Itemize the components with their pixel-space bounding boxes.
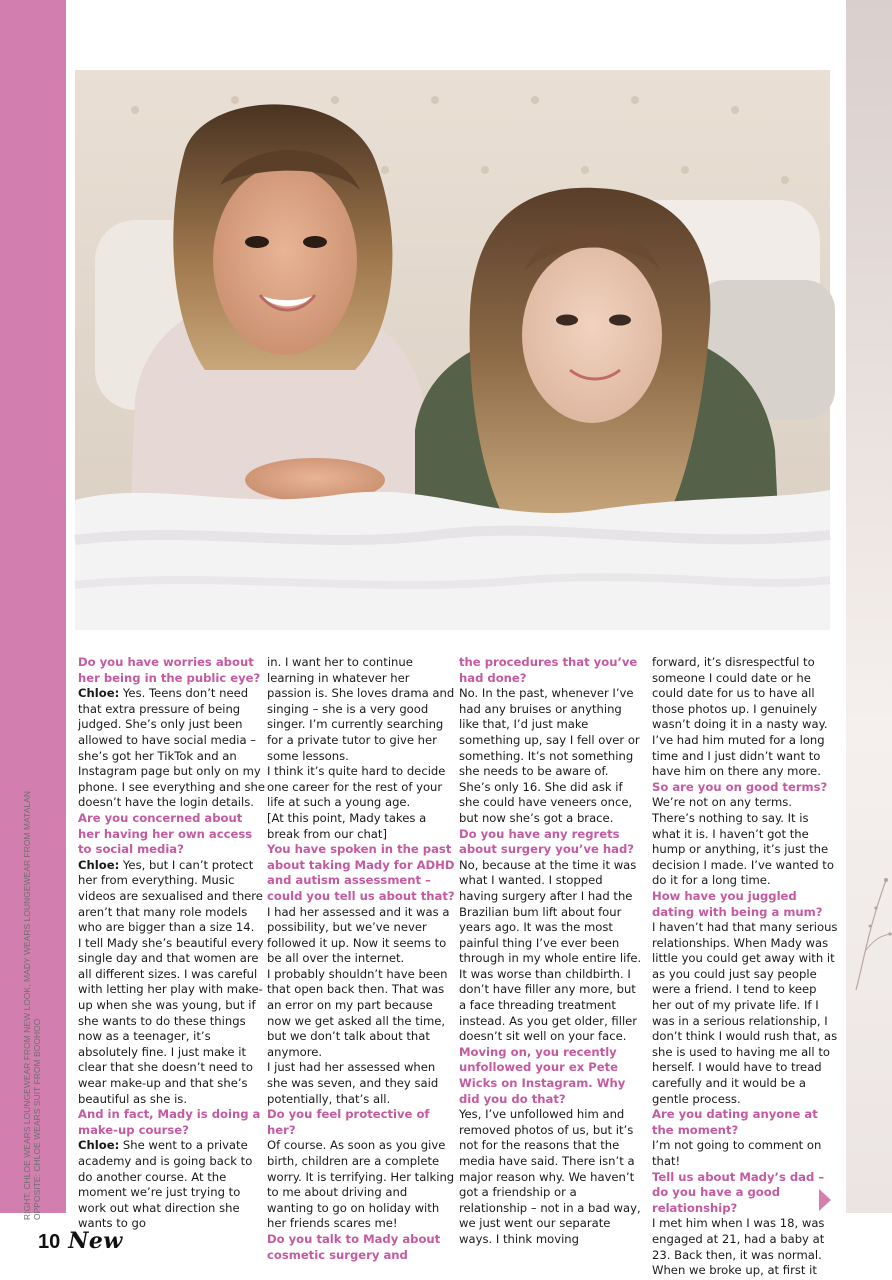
interview-answer [267, 905, 455, 967]
interview-answer [652, 1216, 838, 1278]
interview-question: You have spoken in the past about taking Mady for ADHD and autism assessment – could you tell us about that? [267, 842, 455, 903]
interview-question: Are you dating anyone at the moment? [652, 1107, 818, 1137]
interview-question: Do you feel protective of her? [267, 1107, 430, 1137]
interview-answer [78, 858, 266, 936]
answer-text: I probably shouldn’t have been that open back then. That was an error on my part because now we get asked all the time, but we don’t talk about that anymore. [267, 966, 448, 1059]
answer-text: She went to a private academy and is going back to do another course. At the moment we’re just trying to work out what direction she wants to go [78, 1138, 253, 1231]
interview-question: How have you juggled dating with being a mum? [652, 888, 823, 919]
answer-text: Yes, but I can’t protect her from everything. Music videos are sexualised and there aren’t that many role models who are bigger than a size 14. [78, 857, 263, 935]
interview-question: Moving on, you recently unfollowed your ex Pete Wicks on Instagram. Why did you do that? [459, 1044, 626, 1106]
interview-answer [652, 920, 838, 1107]
interview-question: Do you talk to Mady about cosmetic surgery and [267, 1231, 441, 1262]
interview-answer [78, 936, 266, 1108]
interview-answer [267, 1060, 455, 1107]
answer-text: No, because at the time it was what I wanted. I stopped having surgery after I had the Brazilian bum lift about four years ago. It was the most painful thing I’ve ever been through in my whole entire life. It was worse than childbirth. I don’t have filler any more, but a face threading treatment instead. As you get older, filler doesn’t sit well on your face. [459, 857, 642, 1044]
answer-text: Of course. As soon as you give birth, children are a complete worry. It is terrifying. Her talking to me about driving and wanting to go on holiday with her friends scares me! [267, 1138, 455, 1231]
interview-answer [267, 967, 455, 1061]
interview-question: Are you concerned about her having her own access to social media? [78, 810, 253, 857]
interview-answer [267, 655, 455, 764]
answer-text: in. I want her to continue learning in whatever her passion is. She loves drama and singing – she is a very good singer. I’m currently searching for a private tutor to give her some lessons. [267, 655, 455, 763]
answer-text: Yes, I’ve unfollowed him and removed photos of us, but it’s not for the reasons that the media have said. There isn’t a major reason why. We haven’t got a friendship or a relationship – not in a bad way, we just went our separate ways. I think moving [459, 1107, 641, 1246]
interview-question: the procedures that you’ve had done? [459, 655, 638, 685]
magazine-logo: New [68, 1228, 123, 1254]
speaker-name: Chloe: [78, 686, 120, 701]
answer-text: I tell Mady she’s beautiful every single day and that women are all different sizes. I was careful with letting her play with make-up when she was young, but if she wants to do these things now as a teenager, it’s absolutely fine. I just make it clear that she doesn’t need to wear make-up and that she’s beautiful as she is. [78, 935, 264, 1106]
interview-answer [459, 858, 643, 1045]
article-column-1 [78, 655, 266, 1231]
opposite-page-edge [846, 0, 892, 1213]
interview-answer [78, 686, 266, 811]
main-photo [75, 70, 830, 630]
interview-answer [652, 795, 838, 889]
interview-answer [652, 655, 838, 780]
page-number: 10 [38, 1231, 61, 1253]
answer-text: I haven’t had that many serious relationships. When Mady was little you could get away with it as you could just say people were a friend. I tend to keep her out of my private life. If I was in a serious relationship, I don’t think I would rush that, as she is used to having me all to herself. I would have to tread carefully and it would be a gentle process. [652, 920, 838, 1106]
credits-line-1: RIGHT: CHLOE WEARS LOUNGEWEAR FROM NEW LOOK, MADY WEARS LOUNGEWEAR FROM MATALAN [22, 790, 32, 1220]
answer-text: [At this point, Mady takes a break from our chat] [267, 810, 427, 841]
interview-question: Do you have worries about her being in the public eye? [78, 655, 261, 685]
answer-text: I just had her assessed when she was seven, and they said potentially, that’s all. [267, 1060, 439, 1106]
interview-answer [78, 1138, 266, 1232]
article-column-3 [459, 655, 643, 1246]
photo-credits [22, 790, 62, 1220]
answer-text: I met him when I was 18, was engaged at 21, had a baby at 23. Back then, it was normal. When we broke up, at first it [652, 1216, 825, 1278]
interview-question: Do you have any regrets about surgery you’ve had? [459, 826, 635, 857]
page-footer [38, 1228, 123, 1254]
interview-answer [652, 1138, 838, 1169]
answer-text: I think it’s quite hard to decide one career for the rest of your life at such a young age. [267, 764, 446, 810]
interview-answer [267, 764, 455, 811]
speaker-name: Chloe: [78, 857, 120, 872]
speaker-name: Chloe: [78, 1138, 120, 1153]
article-column-2 [267, 655, 455, 1262]
article-column-4 [652, 655, 838, 1278]
answer-text: forward, it’s disrespectful to someone I could date or he could date for us to have all those photos up. I genuinely wasn’t doing it in a nasty way. I’ve had him muted for a long time and I just didn’t want to have him on there any more. [652, 655, 828, 779]
photo-of-chloe-and-mady-icon [75, 70, 830, 630]
interview-answer [459, 1107, 643, 1247]
answer-text: Yes. Teens don’t need that extra pressure of being judged. She’s only just been allowed to have social media – she’s got her TikTok and an Instagram page but only on my phone. I see everything and she doesn’t have the login details. [78, 686, 266, 810]
interview-question: So are you on good terms? [652, 779, 828, 794]
continue-arrow-icon[interactable] [818, 1188, 832, 1212]
answer-text: I’m not going to comment on that! [652, 1138, 822, 1168]
interview-answer [267, 811, 455, 842]
answer-text: No. In the past, whenever I’ve had any bruises or anything like that, I’d just make something up, say I fell over or something. It’s not something she needs to be aware of. She’s only 16. She did ask if she could have veneers once, but now she’s got a brace. [459, 686, 640, 825]
interview-question: Tell us about Mady’s dad – do you have a good relationship? [652, 1169, 825, 1215]
twig-decoration-icon [846, 860, 892, 1000]
interview-answer [267, 1138, 455, 1232]
answer-text: I had her assessed and it was a possibility, but we’ve never followed it up. Now it seems to be all over the internet. [267, 904, 450, 966]
interview-question: And in fact, Mady is doing a make-up course? [78, 1107, 261, 1137]
interview-answer [459, 686, 643, 826]
answer-text: We’re not on any terms. There’s nothing to say. It is what it is. I haven’t got the hump or anything, it’s just the decision I made. I’ve wanted to do it for a long time. [652, 795, 834, 888]
credits-line-2: OPPOSITE: CHLOE WEARS SUIT FROM BOOHOO [32, 1018, 42, 1220]
